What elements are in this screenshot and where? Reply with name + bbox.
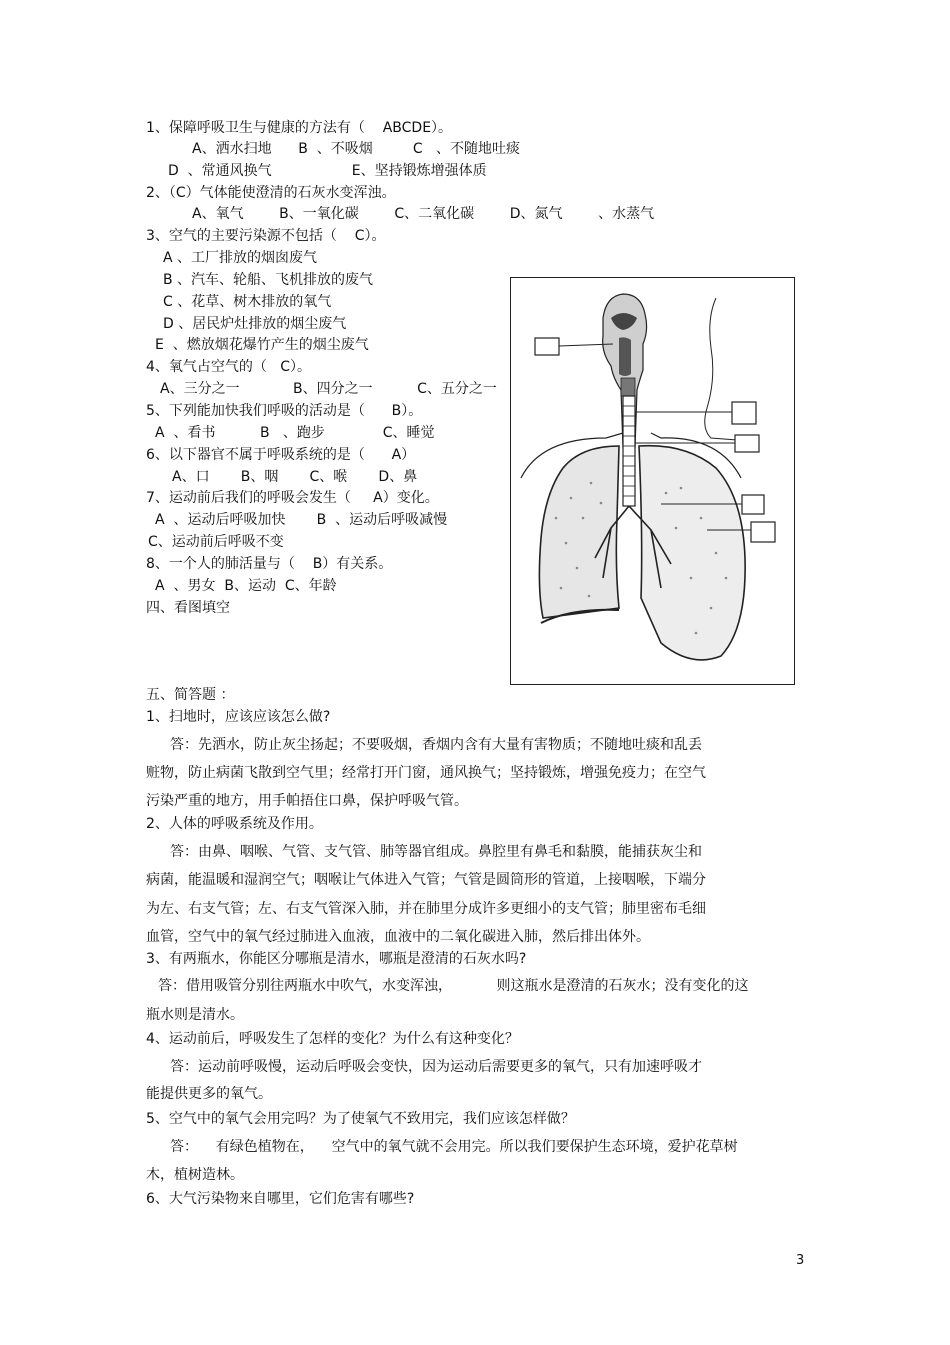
- q4-options: A、三分之一 B、四分之一 C、五分之一: [160, 381, 497, 397]
- sa2-answer-line2: 病菌，能温暖和湿润空气；咽喉让气体进入气管；气管是圆筒形的管道，上接咽喉，下端分: [146, 872, 706, 888]
- sa1-answer-line1: 答：先洒水，防止灰尘扬起；不要吸烟，香烟内含有大量有害物质；不随地吐痰和乱丢: [170, 737, 702, 753]
- q1-options-line1: A、洒水扫地 B 、不吸烟 C 、不随地吐痰: [192, 141, 520, 157]
- q1-options-line2: D 、常通风换气 E、坚持锻炼增强体质: [168, 163, 487, 179]
- sa4-answer-line1: 答：运动前呼吸慢，运动后呼吸会变快，因为运动后需要更多的氧气，只有加速呼吸才: [170, 1059, 702, 1075]
- q6-stem: 6、以下器官不属于呼吸系统的是（ A）: [146, 447, 416, 463]
- sa1-answer-line2: 赃物，防止病菌飞散到空气里；经常打开门窗，通风换气；坚持锻炼，增强免疫力；在空气: [146, 765, 706, 781]
- sa2-answer-line4: 血管，空气中的氧气经过肺进入血液，血液中的二氧化碳进入肺，然后排出体外。: [146, 929, 650, 945]
- label-box-2: [732, 402, 756, 424]
- q7-options-line1: A 、运动后呼吸加快 B 、运动后呼吸减慢: [155, 512, 448, 528]
- q8-options: A 、男女 B、运动 C、年龄: [155, 578, 337, 594]
- page-number: 3: [796, 1253, 805, 1268]
- sa1-answer-line3: 污染严重的地方，用手帕捂住口鼻，保护呼吸气管。: [146, 793, 468, 809]
- q3-option-c: C 、花草、树木排放的氧气: [163, 294, 332, 310]
- sa3-answer-line1: 答：借用吸管分别往两瓶水中吹气，水变浑浊， 则这瓶水是澄清的石灰水；没有变化的这: [158, 978, 749, 994]
- label-box-1: [535, 338, 559, 355]
- q3-option-d: D 、居民炉灶排放的烟尘废气: [163, 316, 347, 332]
- q3-option-b: B 、汽车、轮船、飞机排放的废气: [163, 272, 374, 288]
- left-lung: [539, 446, 619, 618]
- sa3-question: 3、有两瓶水，你能区分哪瓶是清水，哪瓶是澄清的石灰水吗?: [146, 951, 527, 967]
- larynx: [621, 378, 635, 396]
- q5-stem: 5、下列能加快我们呼吸的活动是（ B）。: [146, 403, 423, 419]
- sa1-question: 1、扫地时，应该应该怎么做?: [146, 709, 331, 725]
- sa5-question: 5、空气中的氧气会用完吗？为了使氧气不致用完，我们应该怎样做？: [146, 1111, 575, 1127]
- q3-option-a: A 、工厂排放的烟囱废气: [163, 250, 318, 266]
- label-box-3: [735, 435, 759, 452]
- q1-stem: 1、保障呼吸卫生与健康的方法有（ ABCDE）。: [146, 120, 453, 136]
- q4-stem: 4、氧气占空气的（ C）。: [146, 359, 312, 375]
- trachea: [623, 396, 635, 506]
- label-box-5: [751, 522, 775, 542]
- respiratory-system-figure: [510, 277, 795, 685]
- q2-stem: 2、（C）气体能使澄清的石灰水变浑浊。: [146, 185, 396, 201]
- section4-title: 四、看图填空: [146, 600, 230, 616]
- q8-stem: 8、一个人的肺活量与（ B）有关系。: [146, 556, 393, 572]
- sa4-question: 4、运动前后，呼吸发生了怎样的变化？为什么有这种变化？: [146, 1031, 519, 1047]
- q3-stem: 3、空气的主要污染源不包括（ C）。: [146, 228, 386, 244]
- label-box-4: [742, 495, 764, 514]
- section5-title: 五、简答题 ：: [146, 687, 235, 703]
- respiratory-diagram: [511, 278, 793, 683]
- sa3-answer-line2: 瓶水则是清水。: [146, 1007, 244, 1023]
- sa6-question: 6、大气污染物来自哪里，它们危害有哪些?: [146, 1191, 415, 1207]
- q7-stem: 7、运动前后我们的呼吸会发生（ A）变化。: [146, 490, 439, 506]
- sa5-answer-line1: 答： 有绿色植物在， 空气中的氧气就不会用完。所以我们要保护生态环境，爱护花草树: [170, 1139, 738, 1155]
- sa2-answer-line1: 答：由鼻、咽喉、气管、支气管、肺等器官组成。鼻腔里有鼻毛和黏膜，能捕获灰尘和: [170, 844, 702, 860]
- sa2-answer-line3: 为左、右支气管；左、右支气管深入肺，并在肺里分成许多更细小的支气管；肺里密布毛细: [146, 901, 706, 917]
- sa4-answer-line2: 能提供更多的氧气。: [146, 1086, 272, 1102]
- q6-options: A、口 B、咽 C、喉 D、鼻: [172, 469, 418, 485]
- sa2-question: 2、人体的呼吸系统及作用。: [146, 816, 323, 832]
- q3-option-e: E 、燃放烟花爆竹产生的烟尘废气: [155, 337, 369, 353]
- q7-options-line2: C、运动前后呼吸不变: [148, 534, 284, 550]
- pharynx: [619, 337, 631, 376]
- sa5-answer-line2: 木，植树造林。: [146, 1167, 244, 1183]
- q2-options: A、氧气 B、一氧化碳 C、二氧化碳 D、氮气 、水蒸气: [192, 206, 655, 222]
- q5-options: A 、看书 B 、跑步 C、睡觉: [155, 425, 435, 441]
